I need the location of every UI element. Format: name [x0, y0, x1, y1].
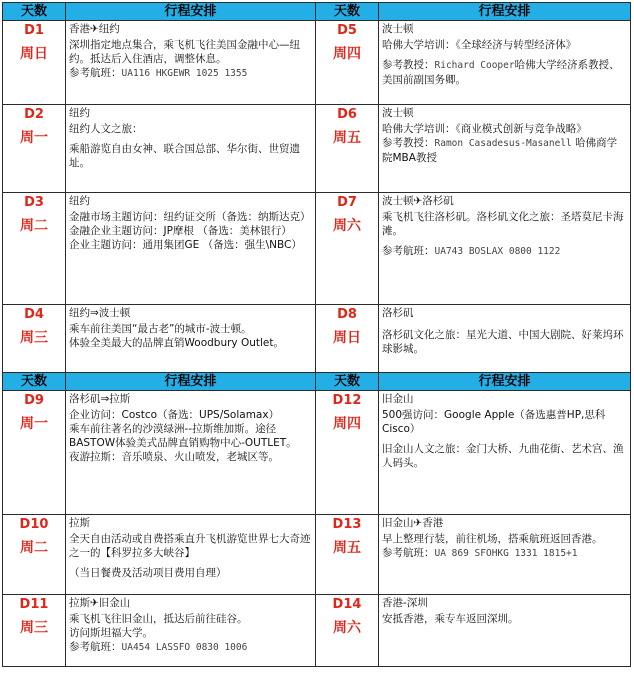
schedule-cell: [379, 105, 631, 193]
day-cell: [316, 105, 379, 193]
schedule-text: 访问斯坦福大学。: [69, 627, 153, 639]
itinerary-table: [2, 2, 631, 667]
day-cell: [3, 391, 66, 515]
table-row: [3, 21, 631, 105]
professor-info: [382, 58, 627, 87]
flight-label: 参考航班：: [382, 547, 435, 559]
schedule-cell: [379, 515, 631, 595]
route-title: 洛杉矶⇒拉斯: [69, 393, 131, 405]
header-schedule: 行程安排: [66, 3, 316, 21]
route-title: 旧金山✈香港: [382, 517, 444, 529]
professor-name: Richard Cooper: [434, 60, 515, 71]
flight-info: [382, 244, 627, 259]
flight-info: [69, 66, 312, 81]
day-code: D5: [337, 23, 357, 38]
schedule-text: 体验全美最大的品牌直销Woodbury Outlet。: [69, 337, 284, 349]
schedule-text: 纽约人文之旅：: [69, 123, 143, 135]
day-cell: [316, 595, 379, 667]
day-code: D12: [332, 393, 362, 408]
schedule-text: 旧金山人文之旅：金门大桥、九曲花街、艺术宫、渔人码头。: [382, 443, 624, 469]
flight-number: UA743 BOSLAX 0800 1122: [434, 246, 561, 257]
schedule-text: 哈佛大学培训：《全球经济与转型经济体》: [382, 39, 577, 51]
schedule-text: 哈佛大学培训：《商业模式创新与竞争战略》: [382, 123, 587, 135]
day-weekday: 周二: [20, 540, 48, 556]
day-code: D13: [332, 517, 362, 532]
header-days: 天数: [316, 3, 379, 21]
professor-label: 参考教授：: [382, 59, 435, 71]
day-code: D9: [24, 393, 44, 408]
schedule-text: 乘飞机飞往洛杉矶。洛杉矶文化之旅：圣塔莫尼卡海滩。: [382, 211, 624, 237]
schedule-cell: [379, 595, 631, 667]
day-weekday: 周六: [333, 620, 361, 636]
route-title: 纽约: [69, 195, 90, 207]
schedule-text: 夜游拉斯：音乐喷泉、火山喷发，老城区等。: [69, 451, 279, 463]
table-header-row: [3, 3, 631, 21]
professor-name: Ramon Casadesus-Masanell: [434, 138, 572, 149]
schedule-text: 企业访问：Costco（备选：UPS/Solamax）: [69, 409, 280, 421]
day-code: D1: [24, 23, 44, 38]
flight-number: UA 869 SFOHKG 1331 1815+1: [434, 548, 578, 559]
day-weekday: 周一: [20, 130, 48, 146]
schedule-text: 金融企业主题访问：JP摩根 （备选：美林银行）: [69, 225, 292, 237]
day-weekday: 周四: [333, 416, 361, 432]
route-title: 拉斯✈旧金山: [69, 597, 131, 609]
day-weekday: 周一: [20, 416, 48, 432]
schedule-text: 洛杉矶文化之旅：星光大道、中国大剧院、好莱坞环球影城。: [382, 329, 624, 355]
day-weekday: 周五: [333, 130, 361, 146]
table-row: [3, 193, 631, 305]
table-row: [3, 105, 631, 193]
route-title: 纽约⇒波士顿: [69, 307, 131, 319]
schedule-cell: [379, 391, 631, 515]
schedule-text: 金融市场主题访问：纽约证交所（备选：纳斯达克）: [69, 211, 311, 223]
schedule-text: 乘飞机飞往旧金山，抵达后前往硅谷。: [69, 613, 248, 625]
professor-desc: 哈佛大学经济系教授、美国前副国务卿。: [382, 59, 620, 86]
day-cell: [316, 515, 379, 595]
day-weekday: 周三: [20, 330, 48, 346]
route-title: 香港-深圳: [382, 597, 428, 609]
day-cell: [3, 193, 66, 305]
route-title: 波士顿✈洛杉矶: [382, 195, 454, 207]
schedule-cell: [379, 21, 631, 105]
day-cell: [316, 193, 379, 305]
schedule-cell: [66, 515, 316, 595]
day-cell: [316, 391, 379, 515]
header-days: 天数: [3, 3, 66, 21]
day-weekday: 周六: [333, 218, 361, 234]
day-code: D2: [24, 107, 44, 122]
day-code: D8: [337, 307, 357, 322]
flight-info: [382, 546, 627, 561]
header-schedule: 行程安排: [379, 373, 631, 391]
day-cell: [3, 515, 66, 595]
schedule-cell: [379, 193, 631, 305]
day-cell: [3, 305, 66, 373]
table-row: [3, 305, 631, 373]
schedule-text: 早上整理行装，前往机场，搭乘航班返回香港。: [382, 533, 603, 545]
professor-label: 参考教授：: [382, 137, 435, 149]
flight-label: 参考航班：: [69, 641, 122, 653]
schedule-text: 乘船游览自由女神、联合国总部、华尔街、世贸遗址。: [69, 143, 300, 169]
flight-label: 参考航班：: [69, 67, 122, 79]
route-title: 洛杉矶: [382, 307, 414, 319]
day-code: D7: [337, 195, 357, 210]
schedule-cell: [66, 305, 316, 373]
day-code: D11: [19, 597, 49, 612]
flight-label: 参考航班：: [382, 245, 435, 257]
day-cell: [3, 21, 66, 105]
day-code: D3: [24, 195, 44, 210]
day-code: D6: [337, 107, 357, 122]
schedule-text: 深圳指定地点集合，乘飞机飞往美国金融中心—纽约。抵达后入住酒店，调整休息。: [69, 39, 300, 65]
route-title: 波士顿: [382, 23, 414, 35]
schedule-text: 安抵香港，乘专车返回深圳。: [382, 613, 519, 625]
day-weekday: 周三: [20, 620, 48, 636]
header-schedule: 行程安排: [66, 373, 316, 391]
table-header-row: [3, 373, 631, 391]
route-title: 拉斯: [69, 517, 90, 529]
table-row: [3, 515, 631, 595]
schedule-text: 500强访问：Google Apple（备选惠普HP,思科Cisco）: [382, 409, 606, 435]
schedule-cell: [66, 21, 316, 105]
schedule-cell: [66, 391, 316, 515]
route-title: 香港✈纽约: [69, 23, 120, 35]
route-title: 波士顿: [382, 107, 414, 119]
day-cell: [316, 305, 379, 373]
day-weekday: 周日: [333, 330, 361, 346]
day-weekday: 周日: [20, 46, 48, 62]
route-title: 纽约: [69, 107, 90, 119]
table-row: [3, 391, 631, 515]
day-code: D4: [24, 307, 44, 322]
day-cell: [3, 105, 66, 193]
schedule-text: （当日餐费及活动项目费用自理）: [69, 567, 227, 579]
schedule-text: 全天自由活动或自费搭乘直升飞机游览世界七大奇迹之一的【科罗拉多大峡谷】: [69, 533, 311, 559]
flight-number: UA116 HKGEWR 1025 1355: [121, 68, 248, 79]
professor-desc: 哈佛商学院MBA教授: [382, 137, 618, 164]
table-row: [3, 595, 631, 667]
day-code: D14: [332, 597, 362, 612]
professor-info: [382, 136, 627, 165]
schedule-cell: [379, 305, 631, 373]
schedule-text: 乘车前往著名的沙漠绿洲--拉斯维加斯。途径BASTOW体验美式品牌直销购物中心-OUTLET。: [69, 423, 297, 449]
flight-info: [69, 640, 312, 655]
header-days: 天数: [316, 373, 379, 391]
day-weekday: 周五: [333, 540, 361, 556]
day-weekday: 周四: [333, 46, 361, 62]
flight-number: UA454 LASSFO 0830 1006: [121, 642, 248, 653]
header-schedule: 行程安排: [379, 3, 631, 21]
schedule-cell: [66, 193, 316, 305]
schedule-cell: [66, 105, 316, 193]
schedule-cell: [66, 595, 316, 667]
day-code: D10: [19, 517, 49, 532]
header-days: 天数: [3, 373, 66, 391]
day-cell: [3, 595, 66, 667]
schedule-text: 乘车前往美国“最古老”的城市-波士顿。: [69, 323, 252, 335]
schedule-text: 企业主题访问：通用集团GE （备选：强生\NBC）: [69, 239, 302, 251]
day-weekday: 周二: [20, 218, 48, 234]
day-cell: [316, 21, 379, 105]
route-title: 旧金山: [382, 393, 414, 405]
